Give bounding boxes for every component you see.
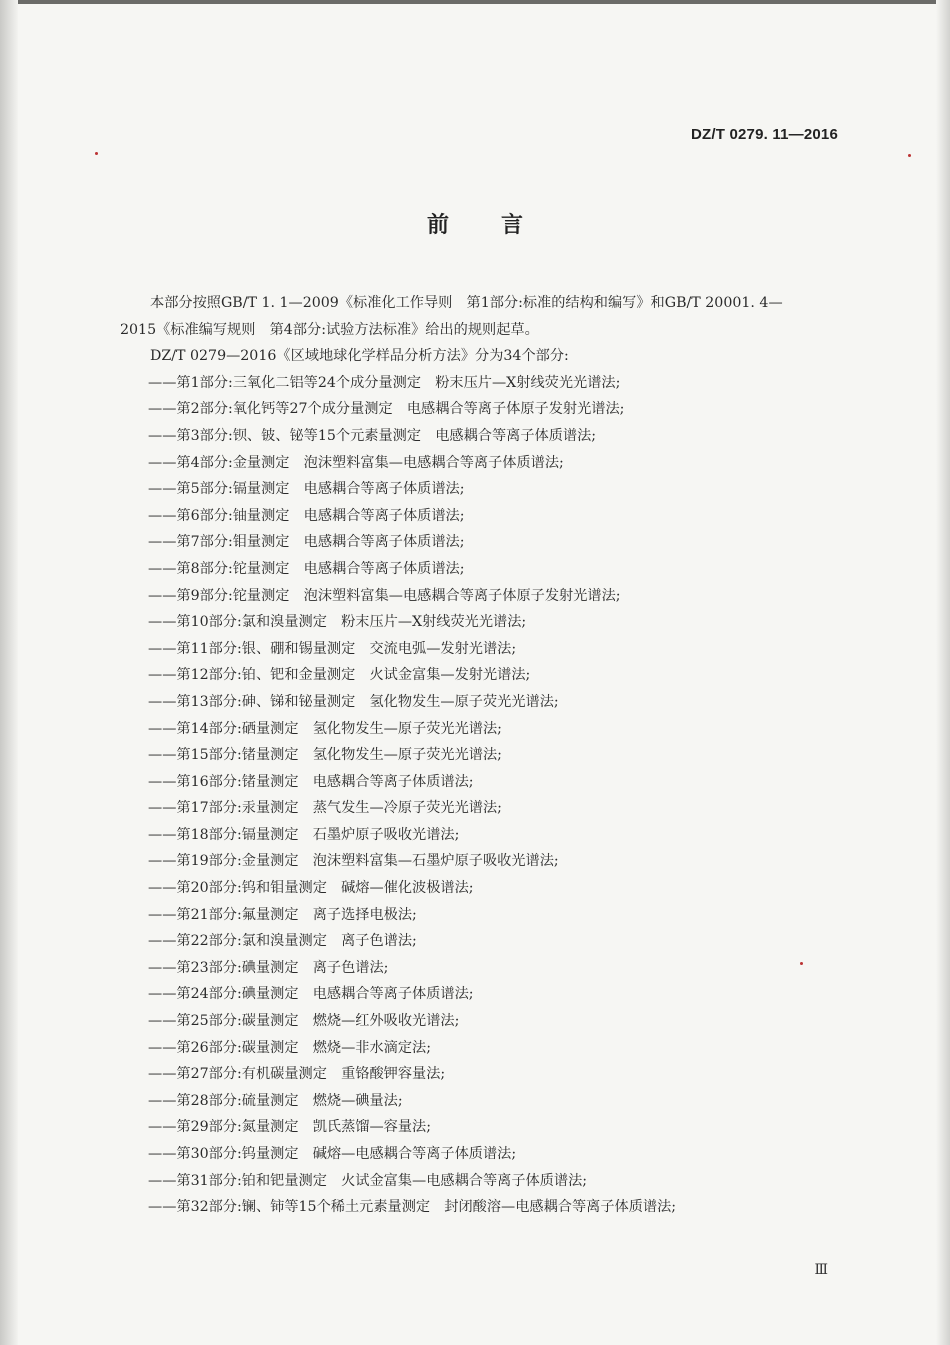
parts-list (148, 370, 850, 1221)
list-item: ——第29部分:氮量测定 凯氏蒸馏—容量法; (148, 1119, 431, 1136)
list-item: ——第25部分:碳量测定 燃烧—红外吸收光谱法; (148, 1013, 460, 1030)
list-item: ——第17部分:汞量测定 蒸气发生—冷原子荧光光谱法; (148, 800, 502, 817)
list-item: ——第30部分:钨量测定 碱熔—电感耦合等离子体质谱法; (148, 1146, 517, 1162)
list-item: ——第5部分:镉量测定 电感耦合等离子体质谱法; (148, 481, 465, 498)
scan-speck (908, 154, 911, 157)
list-item: ——第10部分:氯和溴量测定 粉末压片—X射线荧光光谱法; (148, 614, 527, 631)
list-item: ——第9部分:铊量测定 泡沫塑料富集—电感耦合等离子体原子发射光谱法; (148, 587, 621, 604)
list-item: ——第32部分:镧、铈等15个稀土元素量测定 封闭酸溶—电感耦合等离子体质谱法; (148, 1199, 677, 1216)
list-item: ——第21部分:氟量测定 离子选择电极法; (148, 906, 417, 923)
page-title: 前言 (426, 212, 575, 238)
list-item: ——第3部分:钡、铍、铋等15个元素量测定 电感耦合等离子体质谱法; (148, 427, 597, 444)
list-item: ——第13部分:砷、锑和铋量测定 氢化物发生—原子荧光光谱法; (148, 693, 559, 710)
page-number: Ⅲ (814, 1262, 828, 1278)
list-item: ——第11部分:银、硼和锡量测定 交流电弧—发射光谱法; (148, 640, 517, 657)
list-item: ——第8部分:铊量测定 电感耦合等离子体质谱法; (148, 560, 465, 577)
page-shadow-left (0, 0, 18, 1345)
list-item: ——第19部分:金量测定 泡沫塑料富集—石墨炉原子吸收光谱法; (148, 853, 559, 870)
list-item: ——第2部分:氧化钙等27个成分量测定 电感耦合等离子体原子发射光谱法; (148, 401, 625, 418)
list-item: ——第20部分:钨和钼量测定 碱熔—催化波极谱法; (148, 880, 474, 897)
list-item: ——第15部分:锗量测定 氢化物发生—原子荧光光谱法; (148, 747, 502, 764)
page-edge (0, 0, 950, 4)
list-item: ——第1部分:三氧化二铝等24个成分量测定 粉末压片—X射线荧光光谱法; (148, 374, 621, 391)
list-item: ——第16部分:锗量测定 电感耦合等离子体质谱法; (148, 773, 474, 790)
list-item: ——第12部分:铂、钯和金量测定 火试金富集—发射光谱法; (148, 667, 531, 684)
list-item: ——第14部分:硒量测定 氢化物发生—原子荧光光谱法; (148, 720, 502, 737)
document-body (120, 290, 850, 1221)
list-item: ——第22部分:氯和溴量测定 离子色谱法; (148, 933, 417, 950)
list-item: ——第7部分:钼量测定 电感耦合等离子体质谱法; (148, 534, 465, 551)
list-item: ——第31部分:铂和钯量测定 火试金富集—电感耦合等离子体质谱法; (148, 1172, 588, 1189)
list-item: ——第4部分:金量测定 泡沫塑料富集—电感耦合等离子体质谱法; (148, 454, 564, 471)
intro-line-3: DZ/T 0279—2016《区域地球化学样品分析方法》分为34个部分: (150, 348, 569, 365)
list-item: ——第26部分:碳量测定 燃烧—非水滴定法; (148, 1039, 431, 1056)
list-item: ——第23部分:碘量测定 离子色谱法; (148, 959, 389, 976)
list-item: ——第24部分:碘量测定 电感耦合等离子体质谱法; (148, 986, 474, 1003)
intro-line-2: 2015《标准编写规则 第4部分:试验方法标准》给出的规则起草。 (120, 321, 539, 338)
list-item: ——第27部分:有机碳量测定 重铬酸钾容量法; (148, 1066, 446, 1083)
scan-speck (95, 152, 98, 155)
list-item: ——第18部分:镉量测定 石墨炉原子吸收光谱法; (148, 826, 460, 843)
standard-code: DZ/T 0279. 11—2016 (690, 126, 838, 143)
list-item: ——第6部分:铀量测定 电感耦合等离子体质谱法; (148, 507, 465, 524)
page-shadow-right (936, 0, 950, 1345)
list-item: ——第28部分:硫量测定 燃烧—碘量法; (148, 1092, 403, 1109)
intro-line-1: 本部分按照GB/T 1. 1—2009《标准化工作导则 第1部分:标准的结构和编写》和GB/T 20001. 4— (150, 295, 783, 311)
